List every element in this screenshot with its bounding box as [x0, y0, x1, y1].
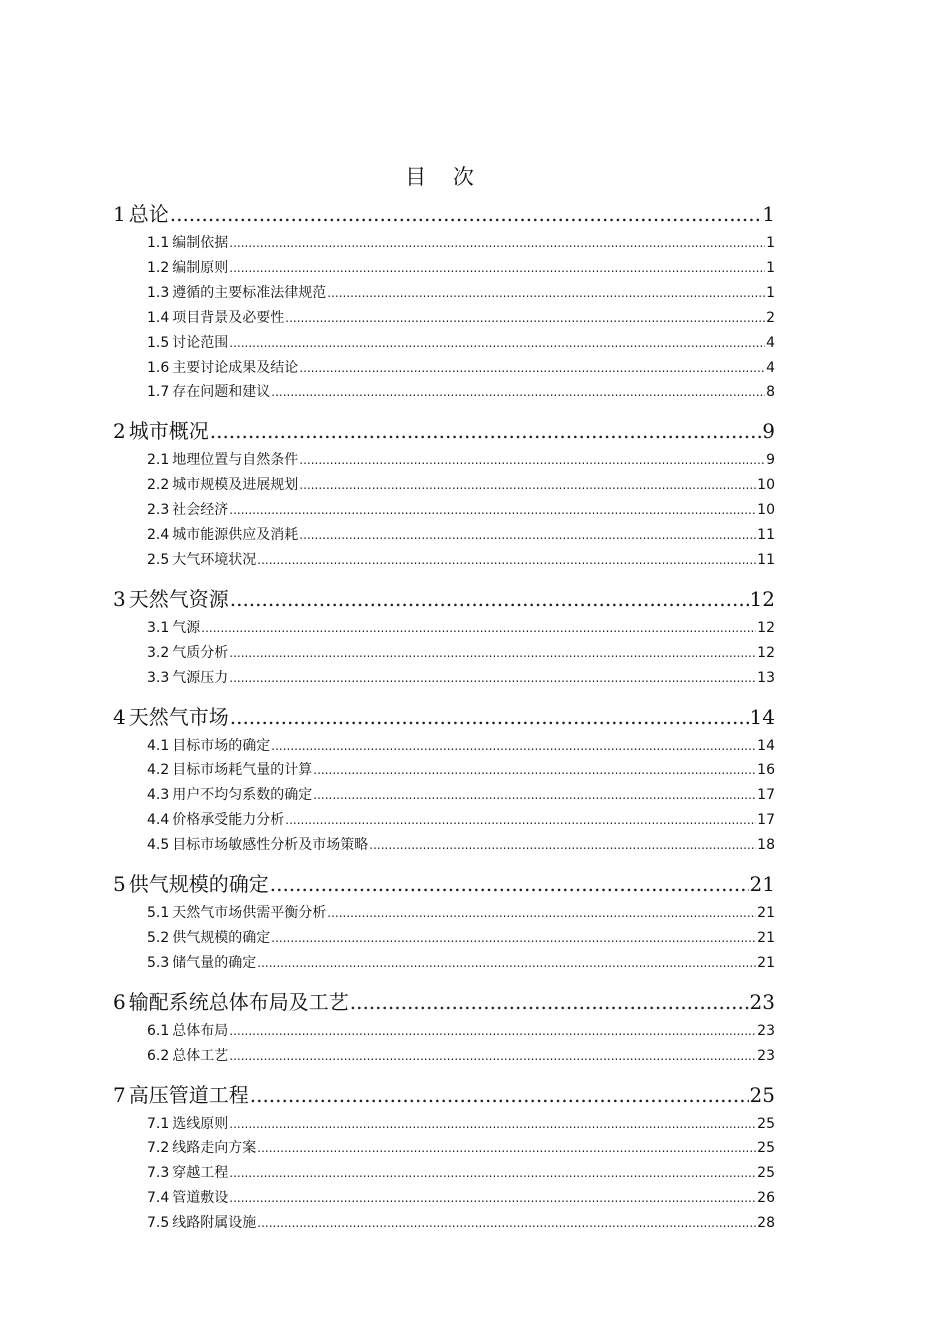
- toc-number: 3: [113, 586, 126, 611]
- dot-leader: [229, 1166, 756, 1180]
- toc-title: 编制依据: [172, 235, 229, 251]
- toc-section[interactable]: [113, 868, 775, 897]
- toc-subsection[interactable]: [147, 1187, 775, 1207]
- toc-page-number: 25: [749, 1082, 775, 1107]
- toc-subsection[interactable]: [147, 474, 775, 494]
- toc-number: 7.2: [147, 1140, 170, 1157]
- dot-leader: [210, 419, 762, 443]
- toc-number: 4.3: [147, 787, 170, 804]
- toc-page-number: 10: [757, 502, 775, 519]
- toc-page-number: 21: [757, 954, 775, 971]
- dot-leader: [229, 261, 765, 275]
- toc-page-number: 8: [766, 384, 775, 401]
- dot-leader: [271, 931, 756, 945]
- dot-leader: [229, 336, 765, 350]
- toc-subsection[interactable]: [147, 524, 775, 544]
- toc-section[interactable]: [113, 198, 775, 227]
- toc-subsection[interactable]: [147, 282, 775, 302]
- toc-page-number: 14: [749, 704, 775, 729]
- toc-title: 供气规模的确定: [128, 872, 269, 896]
- toc-page-number: 26: [757, 1190, 775, 1207]
- toc-title: 选线原则: [172, 1115, 229, 1132]
- dot-leader: [313, 763, 756, 777]
- toc-number: 1.6: [147, 359, 170, 376]
- toc-title: 线路走向方案: [172, 1140, 257, 1157]
- toc-page-number: 28: [757, 1215, 775, 1232]
- toc-subsection[interactable]: [147, 307, 775, 327]
- toc-number: 6.2: [147, 1047, 170, 1064]
- toc-subsection[interactable]: [147, 332, 775, 352]
- dot-leader: [350, 990, 749, 1014]
- toc-number: 5.3: [147, 954, 170, 971]
- toc-page-number: 17: [757, 787, 775, 804]
- toc-title: 主要讨论成果及结论: [172, 359, 299, 376]
- toc-subsection[interactable]: [147, 784, 775, 804]
- toc-page-number: 11: [757, 551, 775, 568]
- toc-number: 4.2: [147, 762, 170, 779]
- toc-number: 2.4: [147, 527, 170, 543]
- toc-page-number: 1: [766, 235, 775, 251]
- toc-page-number: 1: [766, 284, 775, 301]
- toc-title: 输配系统总体布局及工艺: [128, 989, 349, 1014]
- toc-title: 城市能源供应及消耗: [172, 527, 299, 543]
- toc-number: 1.3: [147, 284, 170, 301]
- toc-number: 3.3: [147, 669, 170, 686]
- toc-number: 4.4: [147, 812, 170, 829]
- toc-section[interactable]: [113, 415, 775, 444]
- dot-leader: [327, 286, 765, 300]
- dot-leader: [250, 1083, 749, 1107]
- toc-subsection[interactable]: [147, 735, 775, 755]
- toc-subsection[interactable]: [147, 549, 775, 569]
- toc-number: 4: [113, 704, 126, 729]
- toc-title: 项目背景及必要性: [172, 309, 285, 326]
- toc-page-number: 25: [757, 1165, 775, 1182]
- toc-title: 目标市场的确定: [172, 737, 271, 754]
- toc-subsection[interactable]: [147, 1113, 775, 1133]
- toc-number: 1: [113, 202, 126, 226]
- toc-page-number: 12: [757, 619, 775, 636]
- toc-title: 气源: [172, 619, 201, 636]
- dot-leader: [271, 739, 756, 753]
- toc-number: 3.1: [147, 619, 170, 636]
- toc-subsection[interactable]: [147, 499, 775, 519]
- toc-page-number: 4: [766, 359, 775, 376]
- toc-title: 管道敷设: [172, 1190, 229, 1207]
- toc-section[interactable]: [113, 1079, 775, 1108]
- toc-title: 存在问题和建议: [172, 384, 271, 401]
- toc-page-number: 1: [766, 259, 775, 276]
- toc-subsection[interactable]: [147, 357, 775, 377]
- toc-subsection[interactable]: [147, 1045, 775, 1065]
- dot-leader: [201, 621, 756, 635]
- toc-section[interactable]: [113, 701, 775, 730]
- toc-title: 大气环境状况: [172, 551, 257, 568]
- toc-title: 线路附属设施: [172, 1215, 257, 1232]
- toc-subsection[interactable]: [147, 232, 775, 252]
- toc-title: 气质分析: [172, 644, 229, 661]
- toc-title: 目标市场耗气量的计算: [172, 762, 313, 779]
- dot-leader: [170, 202, 762, 226]
- toc-title: 目标市场敏感性分析及市场策略: [172, 837, 369, 854]
- toc-title: 高压管道工程: [128, 1082, 249, 1107]
- toc-title: 遵循的主要标准法律规范: [172, 284, 327, 301]
- toc-page-number: 14: [757, 737, 775, 754]
- toc-number: 2.3: [147, 502, 170, 519]
- toc-number: 7.5: [147, 1215, 170, 1232]
- toc-number: 1.1: [147, 235, 170, 251]
- dot-leader: [229, 236, 765, 250]
- toc-subsection[interactable]: [147, 1212, 775, 1232]
- toc-title: 价格承受能力分析: [172, 812, 285, 829]
- dot-leader: [299, 478, 756, 492]
- toc-number: 4.5: [147, 837, 170, 854]
- toc-number: 5.1: [147, 905, 170, 921]
- dot-leader: [230, 705, 749, 729]
- toc-title: 穿越工程: [172, 1165, 229, 1182]
- toc-subsection[interactable]: [147, 952, 775, 972]
- toc-title: 社会经济: [172, 502, 229, 519]
- toc-number: 2.1: [147, 452, 170, 469]
- toc-subsection[interactable]: [147, 1137, 775, 1157]
- toc-subsection[interactable]: [147, 617, 775, 637]
- toc-number: 7.1: [147, 1115, 170, 1132]
- toc-title: 气源压力: [172, 669, 229, 686]
- toc-title: 天然气市场供需平衡分析: [172, 905, 327, 921]
- toc-number: 2.2: [147, 477, 170, 494]
- toc-number: 2: [113, 419, 126, 444]
- toc-number: 6.1: [147, 1022, 170, 1039]
- toc-title: 编制原则: [172, 259, 229, 276]
- toc-subsection[interactable]: [147, 257, 775, 277]
- dot-leader: [327, 906, 756, 920]
- dot-leader: [299, 361, 765, 375]
- dot-leader: [229, 1117, 756, 1131]
- dot-leader: [299, 453, 765, 467]
- toc-number: 5.2: [147, 929, 170, 946]
- toc-page-number: 1: [762, 202, 775, 226]
- toc-subsection[interactable]: [147, 642, 775, 662]
- dot-leader: [229, 503, 756, 517]
- dot-leader: [369, 838, 756, 852]
- toc-number: 6: [113, 989, 126, 1014]
- toc-subsection[interactable]: [147, 759, 775, 779]
- toc-title: 天然气市场: [128, 704, 229, 729]
- toc-number: 7.4: [147, 1190, 170, 1207]
- toc-number: 3.2: [147, 644, 170, 661]
- toc-page-number: 21: [757, 929, 775, 946]
- toc-page-number: 23: [757, 1022, 775, 1039]
- toc-title: 供气规模的确定: [172, 929, 271, 946]
- toc-title: 讨论范围: [172, 334, 229, 351]
- toc-subsection[interactable]: [147, 834, 775, 854]
- toc-page-number: 21: [749, 872, 775, 896]
- toc-subsection[interactable]: [147, 902, 775, 922]
- toc-subsection[interactable]: [147, 1020, 775, 1040]
- toc-page-number: 10: [757, 477, 775, 494]
- toc-title: 总论: [128, 202, 169, 226]
- dot-leader: [229, 1049, 756, 1063]
- toc-section[interactable]: [113, 583, 775, 612]
- toc-page-number: 23: [749, 989, 775, 1014]
- toc-number: 1.4: [147, 309, 170, 326]
- toc-page-number: 23: [757, 1047, 775, 1064]
- toc-title: 总体工艺: [172, 1047, 229, 1064]
- toc-page-number: 18: [757, 837, 775, 854]
- toc-number: 7.3: [147, 1165, 170, 1182]
- toc-page-number: 4: [766, 334, 775, 351]
- toc-subsection[interactable]: [147, 1162, 775, 1182]
- toc-page-number: 16: [757, 762, 775, 779]
- toc-number: 7: [113, 1082, 126, 1107]
- toc-title: 城市概况: [128, 419, 209, 444]
- toc-title: 天然气资源: [128, 586, 229, 611]
- toc-subsection[interactable]: [147, 381, 775, 401]
- toc-page-number: 21: [757, 905, 775, 921]
- dot-leader: [271, 385, 765, 399]
- toc-section[interactable]: [113, 986, 775, 1015]
- dot-leader: [229, 671, 756, 685]
- toc-page-number: 25: [757, 1140, 775, 1157]
- toc-subsection[interactable]: [147, 449, 775, 469]
- toc-number: 2.5: [147, 551, 170, 568]
- toc-number: 1.2: [147, 259, 170, 276]
- toc-page-number: 9: [766, 452, 775, 469]
- page-title: 目 次: [405, 165, 484, 189]
- toc-title: 储气量的确定: [172, 954, 257, 971]
- toc-page-number: 12: [749, 586, 775, 611]
- toc-title: 用户不均匀系数的确定: [172, 787, 313, 804]
- dot-leader: [230, 587, 749, 611]
- toc-title: 总体布局: [172, 1022, 229, 1039]
- dot-leader: [313, 788, 756, 802]
- dot-leader: [299, 528, 756, 542]
- toc-title: 地理位置与自然条件: [172, 452, 299, 469]
- toc-subsection[interactable]: [147, 667, 775, 687]
- toc-number: 1.5: [147, 334, 170, 351]
- toc-page-number: 9: [762, 419, 775, 444]
- toc-number: 4.1: [147, 737, 170, 754]
- toc-title: 城市规模及进展规划: [172, 477, 299, 494]
- dot-leader: [229, 1191, 756, 1205]
- toc-page-number: 25: [757, 1115, 775, 1132]
- dot-leader: [285, 311, 765, 325]
- dot-leader: [229, 1024, 756, 1038]
- toc-subsection[interactable]: [147, 809, 775, 829]
- dot-leader: [270, 872, 749, 896]
- toc-subsection[interactable]: [147, 927, 775, 947]
- toc-number: 1.7: [147, 384, 170, 401]
- dot-leader: [257, 956, 756, 970]
- dot-leader: [257, 553, 756, 567]
- dot-leader: [285, 813, 756, 827]
- toc-page-number: 12: [757, 644, 775, 661]
- dot-leader: [257, 1216, 756, 1230]
- dot-leader: [257, 1141, 756, 1155]
- toc-page-number: 17: [757, 812, 775, 829]
- dot-leader: [229, 646, 756, 660]
- toc-number: 5: [113, 872, 126, 896]
- toc-page-number: 13: [757, 669, 775, 686]
- toc-page-number: 2: [766, 309, 775, 326]
- toc-page-number: 11: [757, 527, 775, 543]
